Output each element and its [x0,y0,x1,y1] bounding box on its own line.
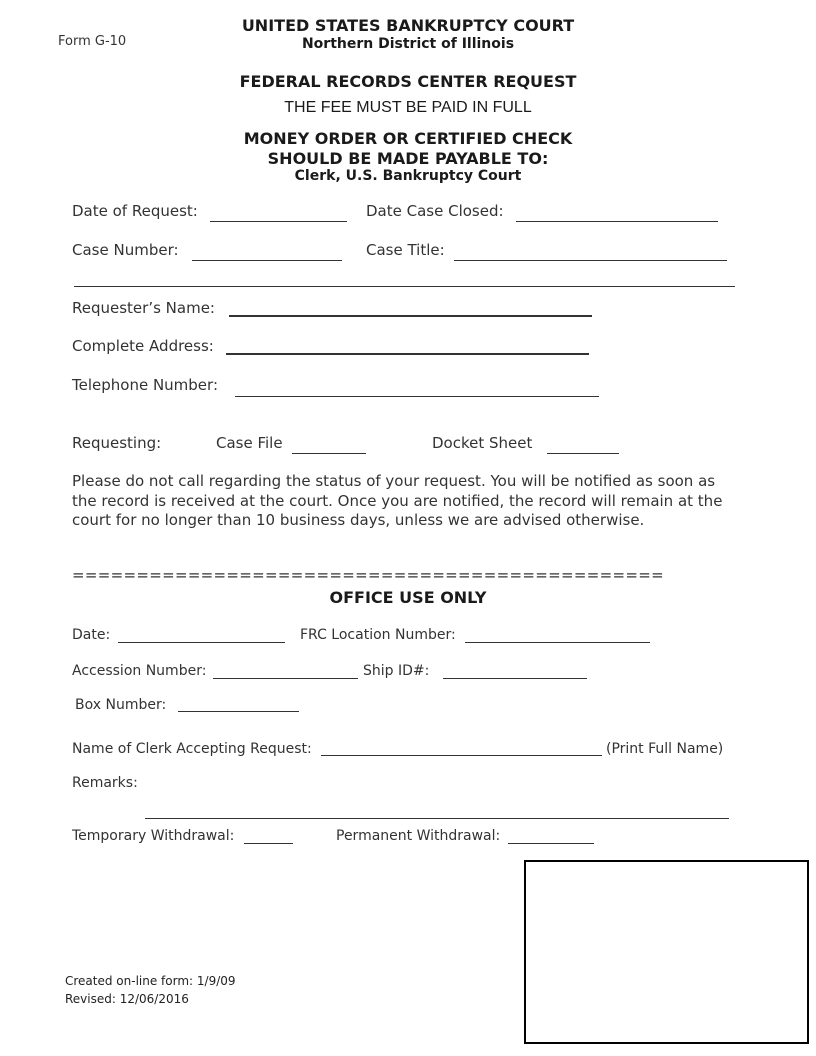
ship-id-field[interactable] [443,678,587,679]
requester-name-field[interactable] [229,315,592,317]
docket-sheet-field[interactable] [547,453,619,454]
clerk-name-label: Name of Clerk Accepting Request: [72,741,312,757]
court-name: UNITED STATES BANKRUPTCY COURT [241,16,575,35]
date-case-closed-field[interactable] [516,221,718,222]
office-use-title: OFFICE USE ONLY [329,588,487,607]
complete-address-label: Complete Address: [72,337,214,355]
clerk-name-field[interactable] [321,755,602,756]
box-number-field[interactable] [178,711,299,712]
case-title-field[interactable] [454,260,727,261]
date-of-request-label: Date of Request: [72,202,198,220]
print-full-name-note: (Print Full Name) [606,741,724,757]
form-id: Form G-10 [58,34,127,49]
fee-notice: THE FEE MUST BE PAID IN FULL [284,99,532,116]
permanent-withdrawal-label: Permanent Withdrawal: [336,828,501,844]
requesting-label: Requesting: [72,434,162,452]
permanent-withdrawal-field[interactable] [508,843,594,844]
temporary-withdrawal-field[interactable] [244,843,293,844]
temporary-withdrawal-label: Temporary Withdrawal: [72,828,235,844]
case-number-field[interactable] [192,260,342,261]
remarks-label: Remarks: [72,775,138,791]
accession-number-label: Accession Number: [72,663,207,679]
form-title: FEDERAL RECORDS CENTER REQUEST [239,72,577,91]
box-number-label: Box Number: [75,697,167,713]
date-of-request-field[interactable] [210,221,347,222]
accession-number-field[interactable] [213,678,358,679]
office-stamp-box [524,860,809,1044]
remarks-field[interactable] [145,818,729,819]
frc-location-field[interactable] [465,642,650,643]
payment-line-2: SHOULD BE MADE PAYABLE TO: [267,149,549,168]
section-divider [74,286,735,287]
district-name: Northern District of Illinois [301,36,515,52]
telephone-number-field[interactable] [235,396,599,397]
payment-line-1: MONEY ORDER OR CERTIFIED CHECK [243,129,573,148]
complete-address-field[interactable] [226,353,589,355]
created-date: Created on-line form: 1/9/09 [65,974,236,988]
requester-name-label: Requester’s Name: [72,299,215,317]
payee: Clerk, U.S. Bankruptcy Court [294,168,522,184]
status-notice: Please do not call regarding the status of your request. You will be notified as soon as the record is received at the court. Once you are notified, the record will remain at the court for no longer than 10 business days, unless we are advised otherwise. [72,472,723,529]
case-title-label: Case Title: [366,241,445,259]
case-file-label: Case File [216,434,283,452]
telephone-number-label: Telephone Number: [72,376,218,394]
docket-sheet-label: Docket Sheet [432,434,533,452]
case-number-label: Case Number: [72,241,179,259]
ship-id-label: Ship ID#: [363,663,430,679]
revised-date: Revised: 12/06/2016 [65,992,189,1006]
frc-location-label: FRC Location Number: [300,627,456,643]
equals-separator: ============================================== [72,566,664,584]
office-date-field[interactable] [118,642,285,643]
office-date-label: Date: [72,627,111,643]
date-case-closed-label: Date Case Closed: [366,202,504,220]
case-file-field[interactable] [292,453,366,454]
